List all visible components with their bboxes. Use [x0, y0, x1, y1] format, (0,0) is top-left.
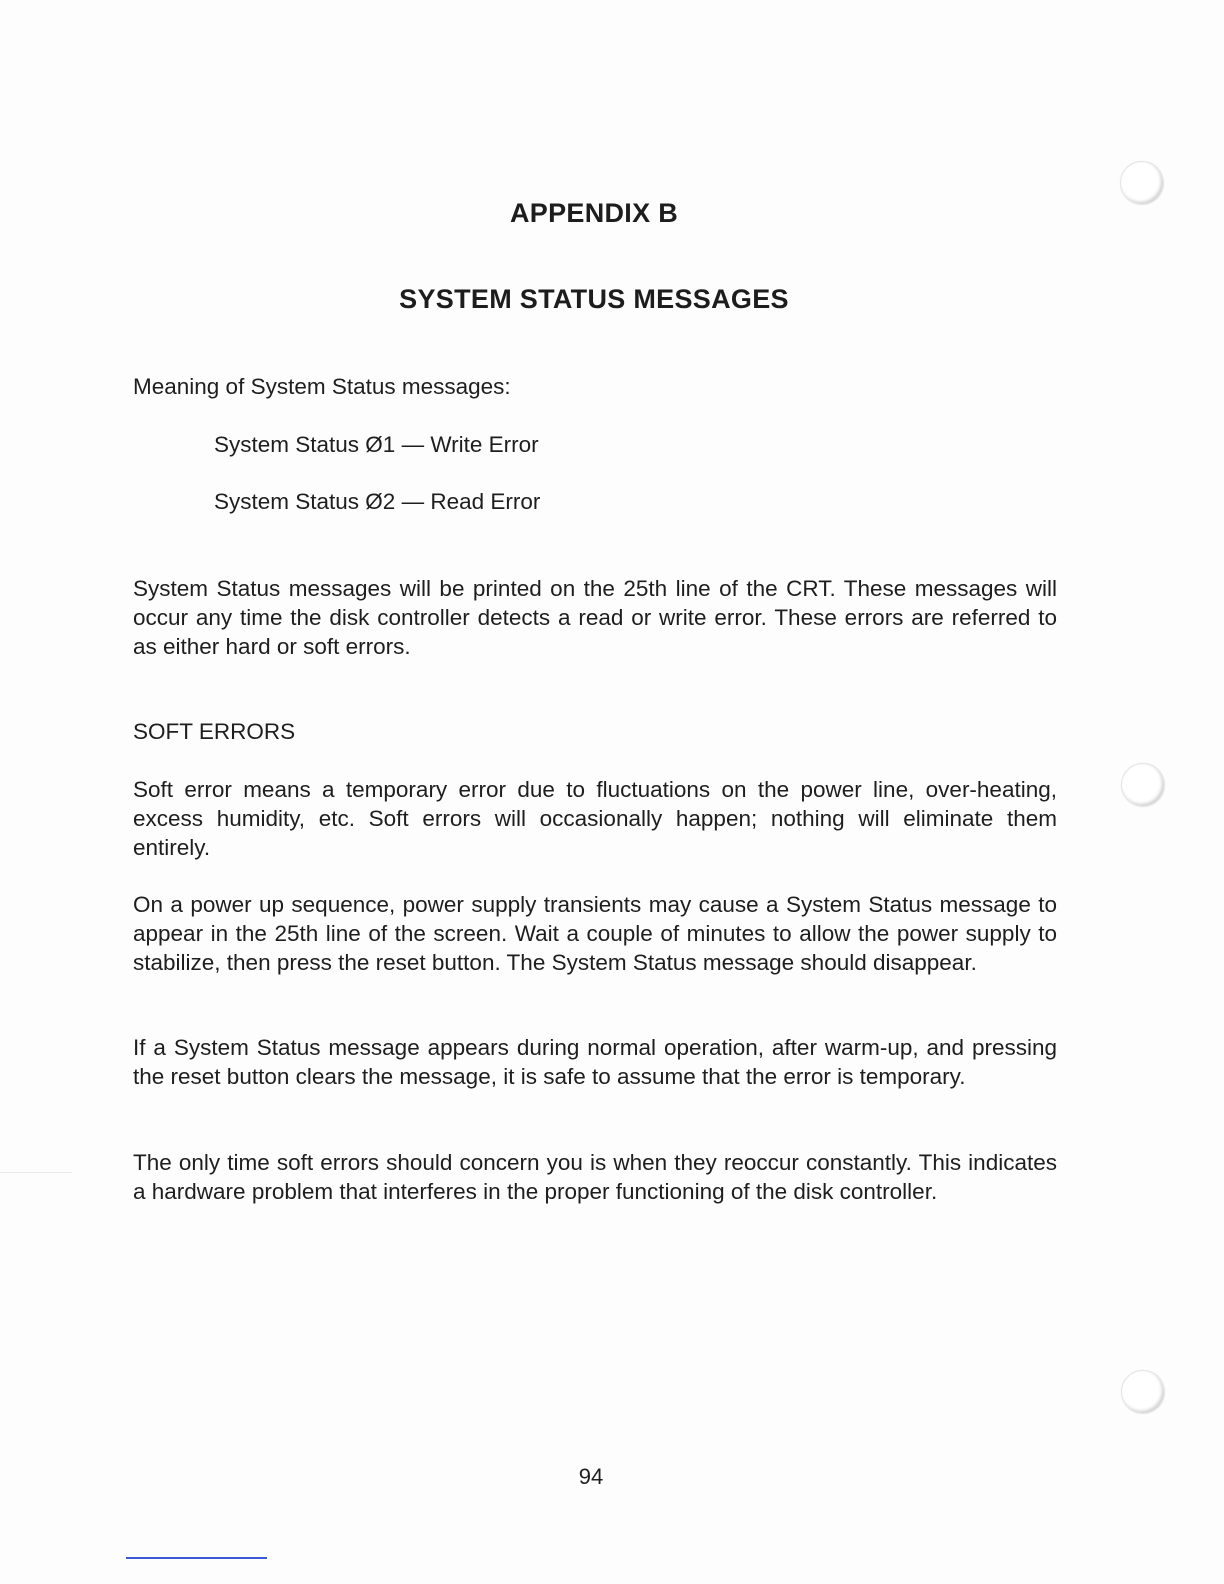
section-heading-soft-errors: SOFT ERRORS: [133, 719, 296, 744]
paragraph-soft-error-definition: Soft error means a temporary error due to fluctuations on the power line, over-heating, excess humidity, etc. Soft errors will occasionally happen; nothing will eliminate them entirely.: [133, 777, 1057, 860]
binder-hole-top: [1120, 161, 1164, 205]
paragraph-overview: System Status messages will be printed on the 25th line of the CRT. These messages will occur any time the disk controller detects a read or write error. These errors are referred to as either hard or soft errors.: [133, 576, 1057, 659]
page-title: SYSTEM STATUS MESSAGES: [399, 284, 789, 314]
intro-text: Meaning of System Status messages:: [133, 374, 511, 399]
binder-hole-bottom: [1121, 1370, 1165, 1414]
page-number: 94: [578, 1464, 604, 1489]
status-message-read-error: System Status Ø2 — Read Error: [214, 489, 541, 514]
scan-artifact: [0, 1172, 72, 1173]
paragraph-constant-errors: The only time soft errors should concern you is when they reoccur constantly. This indicates a hardware problem that interferes in the proper functioning of the disk controller.: [133, 1150, 1057, 1204]
appendix-title: APPENDIX B: [509, 198, 679, 228]
status-message-write-error: System Status Ø1 — Write Error: [214, 432, 539, 457]
binder-hole-middle: [1121, 763, 1165, 807]
paragraph-normal-operation: If a System Status message appears during normal operation, after warm-up, and pressing the reset button clears the message, it is safe to assume that the error is temporary.: [133, 1035, 1057, 1089]
paragraph-power-up: On a power up sequence, power supply transients may cause a System Status message to appear in the 25th line of the screen. Wait a couple of minutes to allow the power supply to stabilize, then press the reset button. The System Status message should disappear.: [133, 892, 1057, 975]
scan-edge-line: [126, 1557, 267, 1559]
